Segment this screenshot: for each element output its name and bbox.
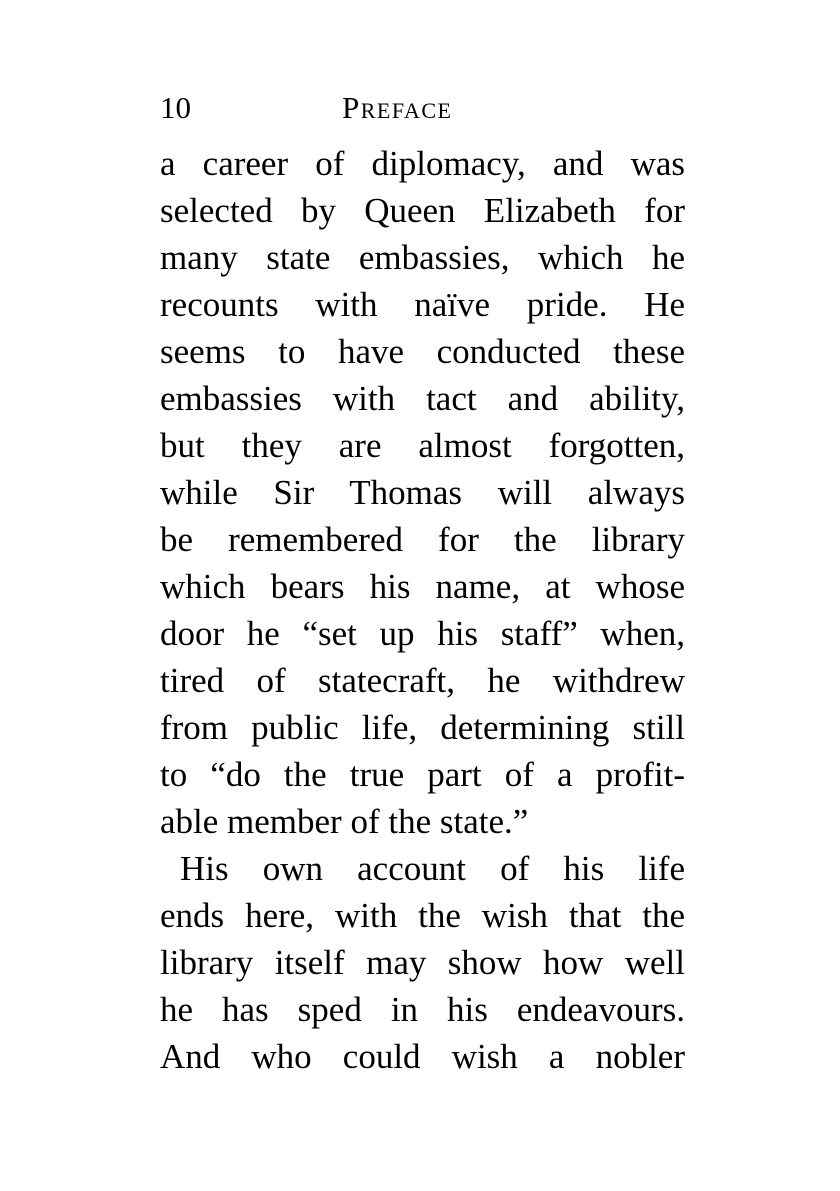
text-line: ends here, with the wish that the [160,896,685,935]
body-text [160,140,685,1080]
text-line: he has sped in his endeavours. [160,990,685,1029]
text-line: recounts with naïve pride. He [160,285,685,324]
running-title: Preface [342,90,453,125]
text-line: be remembered for the library [160,520,685,559]
text-line: tired of statecraft, he withdrew [160,661,685,700]
text-line: to “do the true part of a profit- [160,755,685,794]
text-line: His own account of his life [180,849,685,888]
text-line: selected by Queen Elizabeth for [160,191,685,230]
text-line: And who could wish a nobler [160,1037,685,1076]
text-line: but they are almost forgotten, [160,426,685,465]
text-line: able member of the state.” [160,802,529,841]
text-line: a career of diplomacy, and was [160,144,685,183]
text-line: library itself may show how well [160,943,685,982]
text-line: seems to have conducted these [160,332,685,371]
text-line: embassies with tact and ability, [160,379,685,418]
paragraph-1 [160,140,685,845]
text-line: many state embassies, which he [160,238,685,277]
page-number: 10 [160,90,191,125]
text-line: from public life, determining still [160,708,685,747]
paragraph-2 [160,845,685,1080]
text-line: door he “set up his staff” when, [160,614,685,653]
text-line: which bears his name, at whose [160,567,685,606]
running-head [160,88,685,128]
text-line: while Sir Thomas will always [160,473,685,512]
